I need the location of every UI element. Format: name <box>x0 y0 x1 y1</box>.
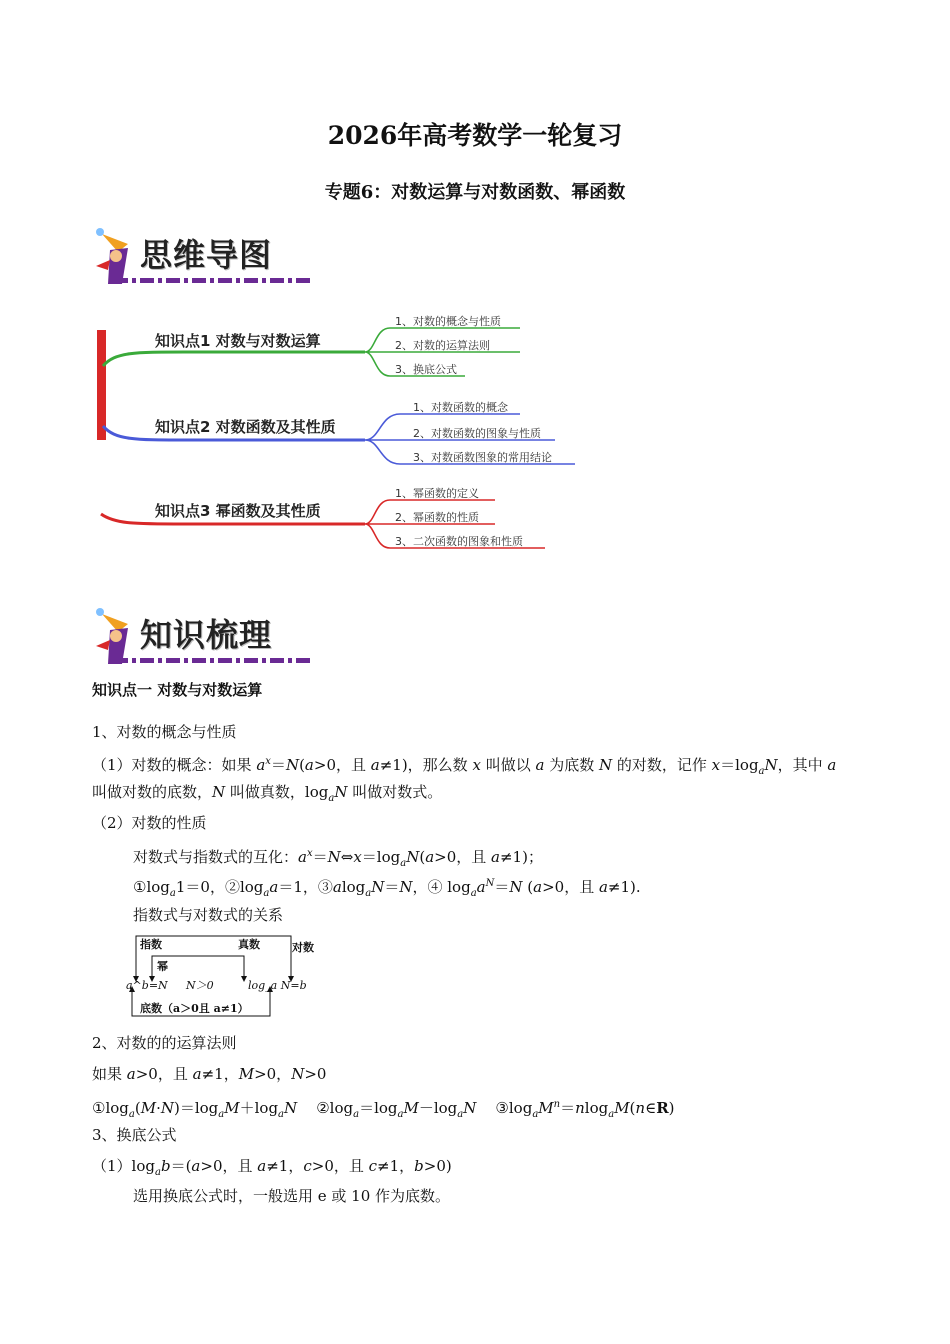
banner-divider <box>114 278 314 283</box>
change-of-base-note: 选用换底公式时，一般选用 e 或 10 作为底数。 <box>133 1187 451 1205</box>
banner-divider <box>114 658 314 663</box>
diagram-base-note: 底数（a＞0且 a≠1） <box>140 1002 249 1015</box>
change-of-base: $(1)\log_ab=(a>0$，且 a≠1，c>0，且 c≠1，b>0) <box>92 1157 452 1178</box>
mind-map <box>95 308 595 558</box>
subsection-1-title: 1、对数的概念与性质 <box>92 723 237 741</box>
log-operation-rules: $①\log_a(M\cdot N)=\log_aM+\log_aN$ $②\log_a=\log_aM-\log_aN$ $③\log_aM^n=nlog_aM(n\in R)$ <box>92 1099 675 1120</box>
branch-label-3: 知识点3 幂函数及其性质 <box>155 502 321 520</box>
branch-2-item-1: 1、对数函数的概念 <box>413 401 508 414</box>
branch-1-item-3: 3、换底公式 <box>395 363 457 376</box>
knowledge-banner-title: 知识梳理 <box>140 616 273 654</box>
mindmap-banner-title: 思维导图 <box>140 236 273 274</box>
diagram-exponent: 指数 <box>140 938 162 951</box>
branch-2-item-2: 2、对数函数的图象与性质 <box>413 427 541 440</box>
diagram-right-expr: log_a N=b <box>248 979 307 992</box>
subsection-2-title: 2、对数的的运算法则 <box>92 1034 237 1052</box>
branch-2-item-3: 3、对数函数图象的常用结论 <box>413 451 552 464</box>
diagram-mid-expr: N＞0 <box>186 979 214 992</box>
branch-label-2: 知识点2 对数函数及其性质 <box>155 418 336 436</box>
page-title: 2026年高考数学一轮复习 <box>327 121 623 150</box>
diagram-log: 对数 <box>292 941 314 954</box>
exp-log-relation-diagram <box>126 932 326 1022</box>
branch-1-item-1: 1、对数的概念与性质 <box>395 315 501 328</box>
diagram-antilog: 真数 <box>238 938 260 951</box>
branch-label-1: 知识点1 对数与对数运算 <box>155 332 321 350</box>
section-heading: 知识点一 对数与对数运算 <box>92 681 263 699</box>
branch-3-item-3: 3、二次函数的图象和性质 <box>395 535 523 548</box>
log-definition-line-2: 叫做对数的底数，N 叫做真数，$\log_aN$ 叫做对数式。 <box>92 783 443 804</box>
branch-3-item-2: 2、幂函数的性质 <box>395 511 479 524</box>
branch-line-1 <box>103 352 365 366</box>
rules-condition: 如果 a>0，且 a≠1，M>0，N>0 <box>92 1065 327 1083</box>
mindmap-banner <box>88 226 308 292</box>
branch-3-item-1: 1、幂函数的定义 <box>395 487 479 500</box>
page-subtitle: 专题6：对数运算与对数函数、幂函数 <box>324 182 626 203</box>
knowledge-banner <box>88 606 308 672</box>
log-exp-conversion: 对数式与指数式的互化：$a^x=N\Leftrightarrow x=\log_aN(a>0$，且 a≠1)； <box>133 848 543 869</box>
log-definition-line-1: （1）对数的概念：如果 $a^x=N(a>0$，且 a≠1)，那么数 x 叫做以 a 为底数 N 的对数，记作 $x=\log_aN$，其中 a <box>92 756 837 777</box>
log-properties: $①\log_a1=0$，$②\log_aa=1$，③alog$_a$N＝N，④ $\log_aa^N=N$ (a>0，且 a≠1). <box>133 878 641 899</box>
branch-1-item-2: 2、对数的运算法则 <box>395 339 490 352</box>
subsection-1-2-title: （2）对数的性质 <box>92 814 207 832</box>
relation-title: 指数式与对数式的关系 <box>133 906 284 924</box>
mindmap-root-bar <box>97 330 106 440</box>
subsection-3-title: 3、换底公式 <box>92 1126 177 1144</box>
diagram-left-expr: a^b=N <box>126 979 168 992</box>
diagram-power: 幂 <box>157 960 168 973</box>
